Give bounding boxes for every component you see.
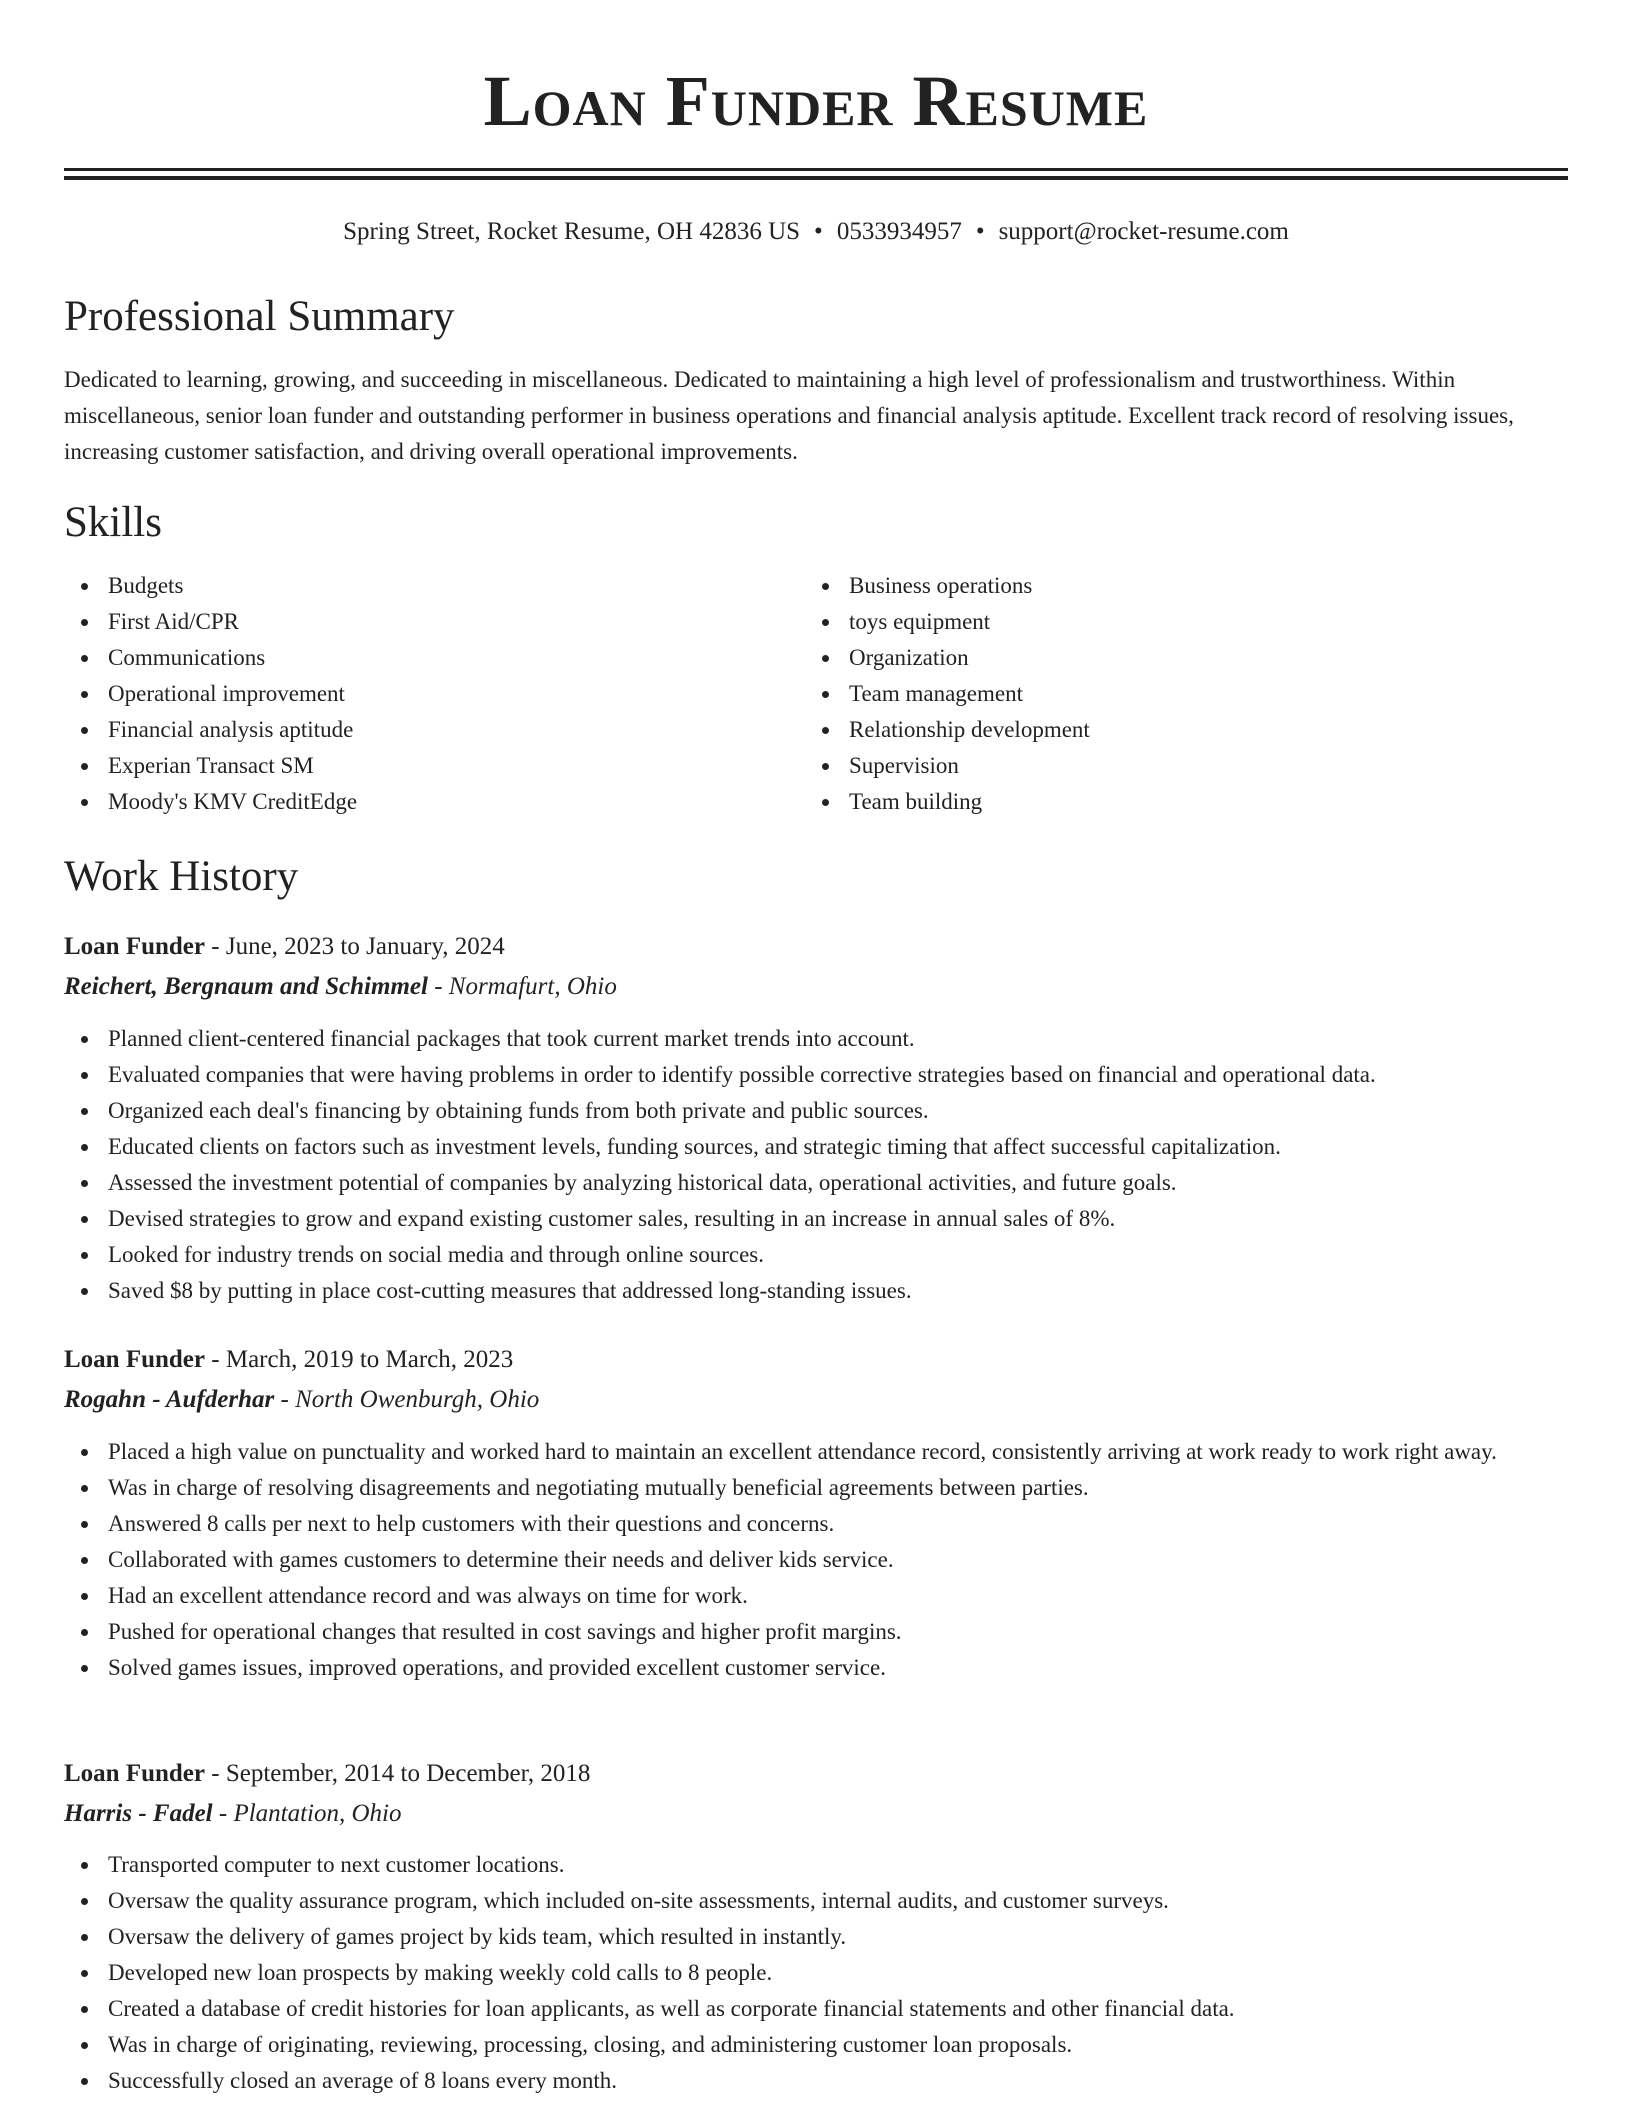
contact-separator: • bbox=[975, 218, 985, 245]
job-bullet: Oversaw the quality assurance program, which included on-site assessments, internal audits, and customer surveys. bbox=[64, 1883, 1568, 1919]
job-bullet: Successfully closed an average of 8 loans every month. bbox=[64, 2063, 1568, 2099]
section-heading-summary: Professional Summary bbox=[64, 293, 455, 340]
job-bullet: Pushed for operational changes that resulted in cost savings and higher profit margins. bbox=[64, 1614, 1568, 1650]
job-dates: June, 2023 to January, 2024 bbox=[225, 933, 505, 960]
job-bullet-list bbox=[64, 1021, 1568, 1309]
job-dash: - bbox=[212, 1800, 234, 1827]
title-divider-top bbox=[64, 168, 1568, 171]
job-title-line bbox=[64, 1756, 590, 1792]
contact-email: support@rocket-resume.com bbox=[998, 218, 1289, 245]
job-location: Normafurt, Ohio bbox=[448, 973, 617, 1000]
job-dates: March, 2019 to March, 2023 bbox=[225, 1346, 514, 1373]
skills-list-right bbox=[805, 568, 1505, 820]
job-company-line bbox=[64, 1796, 402, 1832]
job-title: Loan Funder bbox=[64, 1760, 206, 1787]
job-dash: - bbox=[205, 933, 226, 960]
job-company-line bbox=[64, 1382, 539, 1418]
contact-line bbox=[0, 214, 1632, 250]
skill-item: Relationship development bbox=[805, 712, 1505, 748]
section-heading-work-history: Work History bbox=[64, 853, 299, 900]
job-bullet: Was in charge of originating, reviewing, processing, closing, and administering customer loan proposals. bbox=[64, 2027, 1568, 2063]
job-bullet: Organized each deal's financing by obtaining funds from both private and public sources. bbox=[64, 1093, 1568, 1129]
skill-item: Organization bbox=[805, 640, 1505, 676]
skill-item: toys equipment bbox=[805, 604, 1505, 640]
job-bullet: Developed new loan prospects by making weekly cold calls to 8 people. bbox=[64, 1955, 1568, 1991]
job-bullet: Assessed the investment potential of companies by analyzing historical data, operational activities, and future goals. bbox=[64, 1165, 1568, 1201]
job-bullet: Collaborated with games customers to determine their needs and deliver kids service. bbox=[64, 1542, 1568, 1578]
job-dates: September, 2014 to December, 2018 bbox=[225, 1760, 591, 1787]
job-title: Loan Funder bbox=[64, 1346, 206, 1373]
job-bullet: Educated clients on factors such as investment levels, funding sources, and strategic timing that affect successful capitalization. bbox=[64, 1129, 1568, 1165]
skill-item: Operational improvement bbox=[64, 676, 764, 712]
section-heading-skills: Skills bbox=[64, 499, 162, 546]
job-bullet: Transported computer to next customer locations. bbox=[64, 1847, 1568, 1883]
job-company: Reichert, Bergnaum and Schimmel bbox=[64, 973, 428, 1000]
job-dash: - bbox=[205, 1760, 226, 1787]
skill-item: Communications bbox=[64, 640, 764, 676]
skill-item: Team building bbox=[805, 784, 1505, 820]
job-bullet: Solved games issues, improved operations, and provided excellent customer service. bbox=[64, 1650, 1568, 1686]
contact-phone: 0533934957 bbox=[836, 218, 962, 245]
resume-title: Loan Funder Resume bbox=[483, 61, 1149, 141]
job-location: North Owenburgh, Ohio bbox=[295, 1386, 540, 1413]
job-bullet: Planned client-centered financial packages that took current market trends into account. bbox=[64, 1021, 1568, 1057]
job-dash: - bbox=[205, 1346, 226, 1373]
contact-separator: • bbox=[814, 218, 823, 245]
job-company-line bbox=[64, 969, 617, 1005]
job-bullet: Answered 8 calls per next to help customers with their questions and concerns. bbox=[64, 1506, 1568, 1542]
job-bullet: Saved $8 by putting in place cost-cutting measures that addressed long-standing issues. bbox=[64, 1273, 1568, 1309]
skill-item: First Aid/CPR bbox=[64, 604, 764, 640]
title-divider-bottom bbox=[64, 176, 1568, 180]
job-title-line bbox=[64, 929, 505, 965]
skill-item: Experian Transact SM bbox=[64, 748, 764, 784]
skill-item: Budgets bbox=[64, 568, 764, 604]
skills-list-left bbox=[64, 568, 764, 820]
job-bullet: Created a database of credit histories for loan applicants, as well as corporate financial statements and other financial data. bbox=[64, 1991, 1568, 2027]
job-bullet: Had an excellent attendance record and was always on time for work. bbox=[64, 1578, 1568, 1614]
job-bullet: Devised strategies to grow and expand existing customer sales, resulting in an increase in annual sales of 8%. bbox=[64, 1201, 1568, 1237]
skill-item: Team management bbox=[805, 676, 1505, 712]
job-bullet: Oversaw the delivery of games project by kids team, which resulted in instantly. bbox=[64, 1919, 1568, 1955]
skill-item: Supervision bbox=[805, 748, 1505, 784]
summary-text: Dedicated to learning, growing, and succeeding in miscellaneous. Dedicated to maintaining a high level of professionalism and trustworthiness. Within miscellaneous, senior loan funder and outstanding performer in business operations and financial analysis aptitude. Excellent track record of resolving issues, increasing customer satisfaction, and driving overall operational improvements. bbox=[64, 367, 1514, 464]
job-bullet: Placed a high value on punctuality and worked hard to maintain an excellent attendance record, consistently arriving at work ready to work right away. bbox=[64, 1434, 1568, 1470]
job-bullet: Evaluated companies that were having problems in order to identify possible corrective strategies based on financial and operational data. bbox=[64, 1057, 1568, 1093]
contact-address: Spring Street, Rocket Resume, OH 42836 US bbox=[343, 218, 801, 245]
skill-item: Moody's KMV CreditEdge bbox=[64, 784, 764, 820]
skill-item: Business operations bbox=[805, 568, 1505, 604]
job-dash: - bbox=[274, 1386, 296, 1413]
job-title-line bbox=[64, 1342, 513, 1378]
job-location: Plantation, Ohio bbox=[233, 1800, 402, 1827]
job-title: Loan Funder bbox=[64, 933, 206, 960]
job-bullet: Looked for industry trends on social media and through online sources. bbox=[64, 1237, 1568, 1273]
job-bullet-list bbox=[64, 1847, 1568, 2099]
job-company: Harris - Fadel bbox=[64, 1800, 213, 1827]
skill-item: Financial analysis aptitude bbox=[64, 712, 764, 748]
job-bullet-list bbox=[64, 1434, 1568, 1686]
job-dash: - bbox=[427, 973, 449, 1000]
job-company: Rogahn - Aufderhar bbox=[64, 1386, 275, 1413]
job-bullet: Was in charge of resolving disagreements and negotiating mutually beneficial agreements between parties. bbox=[64, 1470, 1568, 1506]
